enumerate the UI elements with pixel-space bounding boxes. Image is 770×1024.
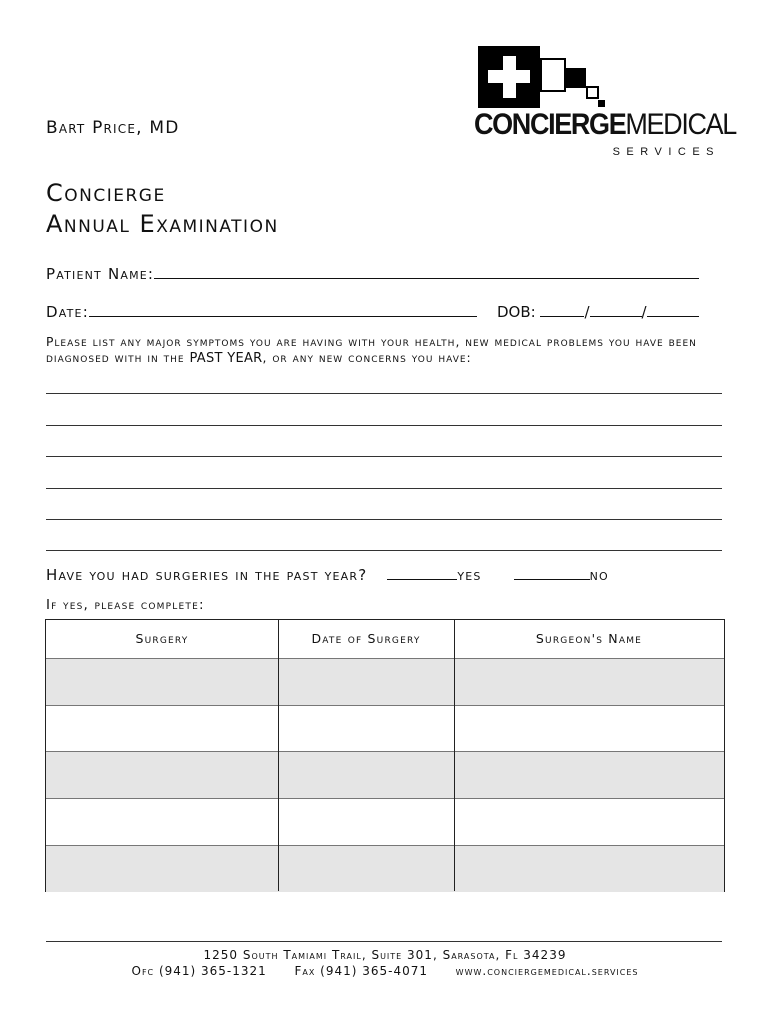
footer-office-phone: Ofc (941) 365-1321 [131, 964, 267, 978]
if-yes-label: If yes, please complete: [46, 597, 205, 613]
logo-wordmark [474, 108, 736, 142]
table-header [46, 620, 724, 658]
date-label: Date: [46, 303, 89, 321]
date-row [46, 302, 477, 321]
surgery-question-row [46, 565, 609, 584]
no-blank[interactable] [514, 565, 590, 580]
dob-separator: / [641, 303, 647, 321]
column-header-surgery: Surgery [135, 631, 189, 646]
footer-address: 1250 South Tamiami Trail, Suite 301, Sarasota, Fl 34239 [203, 948, 567, 962]
dob-row [497, 302, 699, 321]
symptoms-line[interactable] [46, 519, 722, 520]
patient-name-label: Patient Name: [46, 265, 155, 283]
table-row[interactable] [46, 845, 724, 892]
symptoms-line[interactable] [46, 488, 722, 489]
table-row[interactable] [46, 705, 724, 752]
logo-name-bold: CONCIERGE [474, 108, 626, 141]
symptoms-instructions: Please list any major symptoms you are having with your health, new medical problems you have been diagnosed with in the PAST YEAR, or any new concerns you have: [46, 335, 697, 366]
title-line-2: Annual Examination [46, 210, 279, 238]
dob-separator: / [584, 303, 590, 321]
symptoms-line[interactable] [46, 550, 722, 551]
logo-name-regular: MEDICAL [625, 108, 736, 141]
footer-website[interactable]: www.conciergemedical.services [455, 964, 639, 978]
logo-square-small [586, 86, 599, 99]
surgery-question: Have you had surgeries in the past year? [46, 566, 368, 584]
title-line-1: Concierge [46, 179, 166, 207]
yes-label: yes [457, 566, 482, 584]
table-row[interactable] [46, 751, 724, 798]
column-header-surgeon: Surgeon's Name [535, 631, 643, 646]
logo-square-filled [566, 68, 586, 88]
dob-day-field[interactable] [590, 302, 642, 317]
patient-name-field[interactable] [154, 264, 699, 279]
company-logo [474, 44, 736, 162]
logo-square-outline [540, 58, 566, 92]
footer-contact [0, 964, 770, 978]
logo-square-tiny [598, 100, 605, 107]
yes-blank[interactable] [387, 565, 457, 580]
patient-name-row [46, 264, 699, 283]
footer-divider [46, 941, 722, 942]
page-title [46, 178, 279, 240]
surgery-table [45, 619, 725, 892]
table-row[interactable] [46, 798, 724, 845]
doctor-name: Bart Price, MD [46, 118, 180, 138]
logo-tagline: SERVICES [612, 146, 720, 158]
column-header-date: Date of Surgery [311, 631, 421, 646]
dob-month-field[interactable] [540, 302, 584, 317]
column-divider [454, 620, 455, 891]
no-label: no [589, 566, 609, 584]
symptoms-line[interactable] [46, 393, 722, 394]
dob-year-field[interactable] [647, 302, 699, 317]
past-year-emphasis: PAST YEAR [189, 351, 263, 366]
dob-label: DOB: [497, 303, 536, 321]
cross-logo-icon [478, 46, 540, 108]
symptoms-line[interactable] [46, 425, 722, 426]
table-row[interactable] [46, 658, 724, 705]
column-divider [278, 620, 279, 891]
footer-fax: Fax (941) 365-4071 [294, 964, 428, 978]
symptoms-line[interactable] [46, 456, 722, 457]
date-field[interactable] [89, 302, 477, 317]
